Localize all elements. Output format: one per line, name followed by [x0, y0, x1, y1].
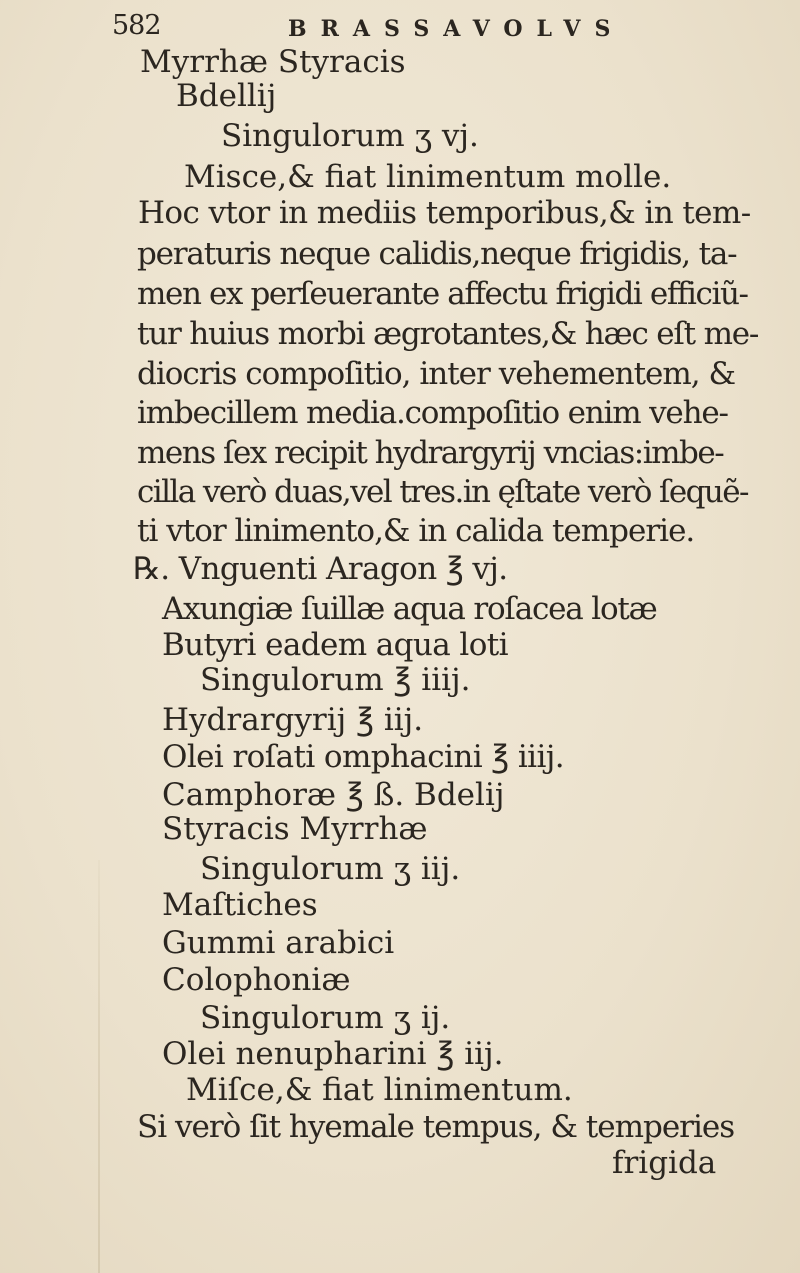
text-line: Singulorum ʒ ij. [200, 1000, 451, 1036]
running-head: BRASSAVOLVS [288, 16, 625, 42]
text-line: Maſtiches [162, 887, 318, 923]
text-line: cilla verò duas,vel tres.in ęſtate verò ſequẽ- [137, 474, 748, 510]
text-line: Axungiæ ſuillæ aqua roſacea lotæ [162, 591, 657, 627]
text-line: Olei roſati omphacini ℥ iiij. [162, 739, 565, 775]
text-line: Hydrargyrij ℥ iij. [162, 702, 424, 738]
text-line: Olei nenupharini ℥ iij. [162, 1036, 504, 1072]
text-line: Miſce,& fiat linimentum. [186, 1072, 573, 1108]
text-line: Butyri eadem aqua loti [162, 627, 508, 663]
text-line: peraturis neque calidis,neque frigidis, ta- [137, 236, 737, 272]
text-line: Singulorum ʒ vj. [221, 118, 479, 154]
text-line: men ex perſeuerante affectu frigidi efficiũ- [137, 276, 748, 312]
page-gutter-shadow [98, 860, 100, 1273]
text-line: frigida [612, 1145, 717, 1181]
text-line: diocris compoſitio, inter vehementem, & [137, 356, 736, 392]
text-line: Camphoræ ℥ ß. Bdelij [162, 777, 505, 813]
text-line: Gummi arabici [162, 925, 395, 961]
text-line: Singulorum ℥ iiij. [200, 662, 471, 698]
text-line: ℞. Vnguenti Aragon ℥ vj. [133, 551, 508, 587]
text-line: Misce,& fiat linimentum molle. [184, 159, 672, 195]
text-line: ti vtor linimento,& in calida temperie. [137, 513, 695, 549]
text-line: Bdellij [176, 78, 277, 114]
text-line: Colophoniæ [162, 962, 351, 998]
text-line: imbecillem media.compoſitio enim vehe- [137, 395, 728, 431]
text-line: Si verò ſit hyemale tempus, & temperies [137, 1109, 735, 1145]
text-line: Styracis Myrrhæ [162, 811, 428, 847]
text-line: Myrrhæ Styracis [140, 44, 406, 80]
text-line: mens ſex recipit hydrargyrij vncias:imbe- [137, 435, 724, 471]
page-header [112, 10, 652, 46]
text-line: Hoc vtor in mediis temporibus,& in tem- [138, 195, 751, 231]
text-line: Singulorum ʒ iij. [200, 851, 461, 887]
page-number: 582 [112, 10, 161, 41]
text-line: tur huius morbi ægrotantes,& hæc eſt me- [137, 316, 759, 352]
